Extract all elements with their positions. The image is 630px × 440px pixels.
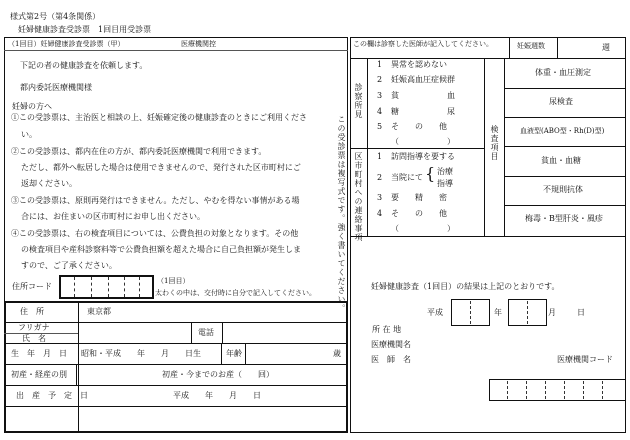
finding-number: 3 xyxy=(377,91,383,100)
col-divider xyxy=(509,37,510,58)
section-divider xyxy=(350,148,484,149)
digit-separator xyxy=(470,301,471,324)
contact-number: 1 xyxy=(377,152,383,161)
row-divider xyxy=(350,236,626,237)
digit-separator xyxy=(545,381,546,399)
fill-instruction: 太わくの中は、交付時に自分で記入してください。 xyxy=(155,289,316,297)
age-field[interactable] xyxy=(247,345,331,363)
digit-separator xyxy=(527,301,528,324)
weeks-label: 妊娠週数 xyxy=(517,42,545,50)
day-label: 日 xyxy=(577,308,585,317)
exam-item[interactable]: 梅毒・B型肝炎・風疹 xyxy=(525,214,603,223)
finding-number: 4 xyxy=(377,107,383,116)
col-divider xyxy=(78,301,79,385)
contact-number: 4 xyxy=(377,209,383,218)
row-divider xyxy=(4,343,348,344)
form-title: 妊婦健康診査受診票 1回目用受診票 xyxy=(18,25,152,34)
col-divider xyxy=(484,58,485,236)
contact-number: 3 xyxy=(377,193,383,202)
note-line: 返却ください。 xyxy=(21,179,77,188)
row-divider xyxy=(504,146,626,147)
finding-number: 2 xyxy=(377,75,383,84)
commission-text: 都内委託医療機関様 xyxy=(20,83,92,92)
note-line: ③この受診票は、原則再発行はできません。ただし、やむを得ない事情がある場 xyxy=(11,196,300,205)
exam-item[interactable]: 体重・血圧測定 xyxy=(535,68,591,77)
note-line: ②この受診票は、都内在住の方が、都内委託医療機関で利用できます。 xyxy=(11,147,267,156)
row-divider xyxy=(504,205,626,206)
digit-separator xyxy=(583,381,584,399)
year-label: 年 xyxy=(494,308,502,317)
exam-item[interactable]: 不規則抗体 xyxy=(543,185,583,194)
digit-separator xyxy=(108,277,109,297)
address-field[interactable] xyxy=(80,303,346,321)
facility-code-field[interactable] xyxy=(489,379,626,401)
parity-value[interactable]: 初産・今までのお産（ 回） xyxy=(162,370,274,379)
col-divider xyxy=(557,37,558,58)
brace-symbol: { xyxy=(425,164,436,183)
due-date-label: 出 産 予 定 日 xyxy=(16,391,88,400)
digit-separator xyxy=(139,277,140,297)
brace-item[interactable]: 治療 xyxy=(437,167,453,176)
digit-separator xyxy=(526,381,527,399)
digit-separator xyxy=(564,381,565,399)
finding-item[interactable]: 糖 尿 xyxy=(391,107,455,116)
row-divider xyxy=(350,58,626,59)
exam-item[interactable]: 貧血・血糖 xyxy=(541,156,581,165)
finding-item[interactable]: 貧 血 xyxy=(391,91,455,100)
address-label: 住 所 xyxy=(20,307,44,316)
org-copy-label: 医療機関控 xyxy=(181,40,216,48)
col-divider xyxy=(367,58,368,236)
row-divider xyxy=(4,385,348,386)
note-line: ただし、都外へ転居した場合は使用できませんので、発行された区市町村にご xyxy=(21,163,301,172)
date-era: 平成 xyxy=(427,308,443,317)
contact-item[interactable]: 当院にて xyxy=(391,173,423,182)
row-divider xyxy=(504,117,626,118)
findings-label: 診察所見 xyxy=(354,83,363,119)
note-line: すので、ご了承ください。 xyxy=(21,261,117,270)
row-divider xyxy=(4,364,348,365)
doctor-instruction: この欄は診察した医師が記入してください。 xyxy=(353,40,493,48)
contact-item[interactable]: 要 精 密 xyxy=(391,193,447,202)
facility-code-label: 医療機関コード xyxy=(557,355,613,364)
doctor-name-label: 医 師 名 xyxy=(371,355,411,364)
finding-item[interactable]: そ の 他 xyxy=(391,122,447,131)
contact-item[interactable]: 訪問指導を要する xyxy=(391,152,455,161)
exam-items-label: 検査項目 xyxy=(490,125,499,161)
digit-separator xyxy=(602,381,603,399)
col-divider xyxy=(221,343,222,364)
facility-name-label: 医療機関名 xyxy=(371,340,411,349)
note-line: 合には、お住まいの区市町村にお申し出ください。 xyxy=(21,212,205,221)
digit-separator xyxy=(124,277,125,297)
row-divider xyxy=(4,406,348,407)
weeks-unit: 週 xyxy=(602,43,610,52)
digit-separator xyxy=(74,277,75,297)
dob-label: 生 年 月 日 xyxy=(11,349,67,358)
address-value: 東京都 xyxy=(87,307,111,316)
finding-item[interactable]: 異常を認めない xyxy=(391,60,447,69)
left-header-line: （1回目）妊婦健康診査受診票（甲） xyxy=(8,40,125,48)
col-divider xyxy=(191,322,192,343)
age-label: 年齢 xyxy=(226,349,242,358)
col-divider xyxy=(245,343,246,364)
finding-number: 5 xyxy=(377,122,383,131)
phone-field[interactable] xyxy=(224,324,346,342)
result-statement: 妊婦健康診査（1回目）の結果は上記のとおりです。 xyxy=(371,282,560,291)
vertical-copy-note: この受診票は複写式です。強く書いてください。 xyxy=(337,115,346,313)
brace-item[interactable]: 指導 xyxy=(437,179,453,188)
finding-number: 1 xyxy=(377,60,383,69)
furigana-label: フリガナ xyxy=(18,323,50,332)
contact-other-blank[interactable]: （ ） xyxy=(391,224,455,233)
name-label: 氏 名 xyxy=(22,334,46,343)
col-divider xyxy=(76,364,77,385)
contact-number: 2 xyxy=(377,173,383,182)
due-date-value[interactable]: 平成 年 月 日 xyxy=(173,391,261,400)
note-line: の検査項目や産科診察料等で公費負担額を超えた場合に自己負担額が発生しま xyxy=(21,245,301,254)
contact-label: 区市町村への連絡事項 xyxy=(354,152,363,242)
note-line: ④この受診票は、右の検査項目については、公費負担の対象となります。その他 xyxy=(11,229,299,238)
age-unit: 歳 xyxy=(333,349,341,358)
location-label: 所 在 地 xyxy=(372,325,402,334)
name-field[interactable] xyxy=(80,324,190,342)
note-line: ①この受診票は、主治医と相談の上、妊娠確定後の健康診査のときにご利用くださ xyxy=(11,113,307,122)
form-number: 様式第2号（第4条関係） xyxy=(10,12,101,21)
notice-heading: 妊婦の方へ xyxy=(12,102,52,111)
row-divider xyxy=(504,176,626,177)
digit-separator xyxy=(91,277,92,297)
dob-value[interactable]: 昭和・平成 年 月 日生 xyxy=(81,349,201,358)
note-line: い。 xyxy=(21,130,37,139)
phone-label: 電話 xyxy=(198,328,214,337)
exam-item[interactable]: 血液型(ABO型・Rh(D)型) xyxy=(520,127,605,135)
divider xyxy=(4,50,348,51)
col-divider xyxy=(222,322,223,343)
resident-code-label: 住所コード xyxy=(12,282,52,291)
parity-label: 初産・経産の別 xyxy=(11,370,67,379)
round-note: （1回目） xyxy=(157,277,190,285)
col-divider xyxy=(504,58,505,236)
exam-item[interactable]: 尿検査 xyxy=(549,97,573,106)
finding-other-blank[interactable]: （ ） xyxy=(391,137,455,146)
contact-item[interactable]: そ の 他 xyxy=(391,209,447,218)
digit-separator xyxy=(507,381,508,399)
request-text: 下記の者の健康診査を依頼します。 xyxy=(20,61,148,70)
row-divider xyxy=(4,322,348,323)
month-label: 月 xyxy=(548,308,556,317)
row-divider xyxy=(504,88,626,89)
finding-item[interactable]: 妊娠高血圧症候群 xyxy=(391,75,455,84)
